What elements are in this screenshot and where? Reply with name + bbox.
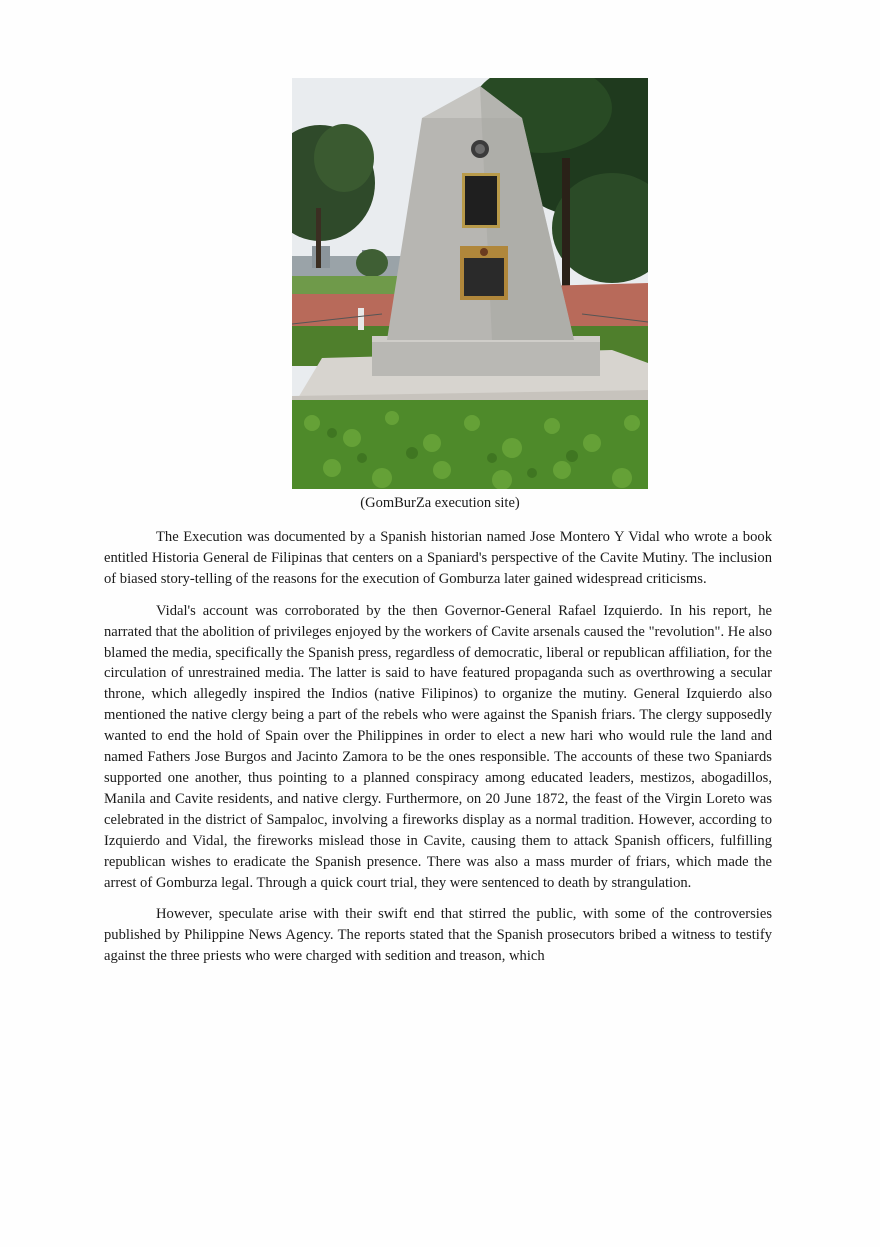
monument-photo	[292, 78, 648, 489]
paragraph-vidal-account: Vidal's account was corroborated by the then Governor-General Rafael Izquierdo. In his report, he narrated that the abolition of privileges enjoyed by the workers of Cavite arsenals caused the "revolution". He also blamed the media, specifically the Spanish press, regardless of democratic, liberal or republican affiliation, for the circulation of unrestrained media. The latter is said to have featured propaganda such as overthrowing a secular throne, which allegedly inspired the Indios (native Filipinos) to organize the mutiny. General Izquierdo also mentioned the native clergy being a part of the rebels who were against the Spanish friars. The clergy supposedly wanted to end the hold of Spain over the Philippines in order to elect a new hari who would rule the land and named Fathers Jose Burgos and Jacinto Zamora to be the ones responsible. The accounts of these two Spaniards supported one another, thus pointing to a planned conspiracy among educated leaders, mestizos, abogadillos, Manila and Cavite residents, and native clergy. Furthermore, on 20 June 1872, the feast of the Virgin Loreto was celebrated in the district of Sampaloc, involving a fireworks display as a normal tradition. However, according to Izquierdo and Vidal, the fireworks mislead those in Cavite, causing them to attack Spanish officers, fulfilling republican wishes to eradicate the Spanish presence. There was also a mass murder of friars, which made the arrest of Gomburza legal. Through a quick court trial, they were sentenced to death by strangulation.	[104, 602, 772, 891]
body-text	[104, 527, 772, 978]
figure-caption: (GomBurZa execution site)	[360, 495, 520, 511]
paragraph-speculation: However, speculate arise with their swift end that stirred the public, with some of the controversies published by Philippine News Agency. The reports stated that the Spanish prosecutors bribed a witness to testify against the three priests who were charged with sedition and treason, which	[104, 906, 772, 965]
paragraph-execution-documented: The Execution was documented by a Spanish historian named Jose Montero Y Vidal who wrote a book entitled Historia General de Filipinas that centers on a Spaniard's perspective of the Cavite Mutiny. The inclusion of biased story-telling of the reasons for the execution of Gomburza later gained widespread criticisms.	[104, 529, 772, 587]
